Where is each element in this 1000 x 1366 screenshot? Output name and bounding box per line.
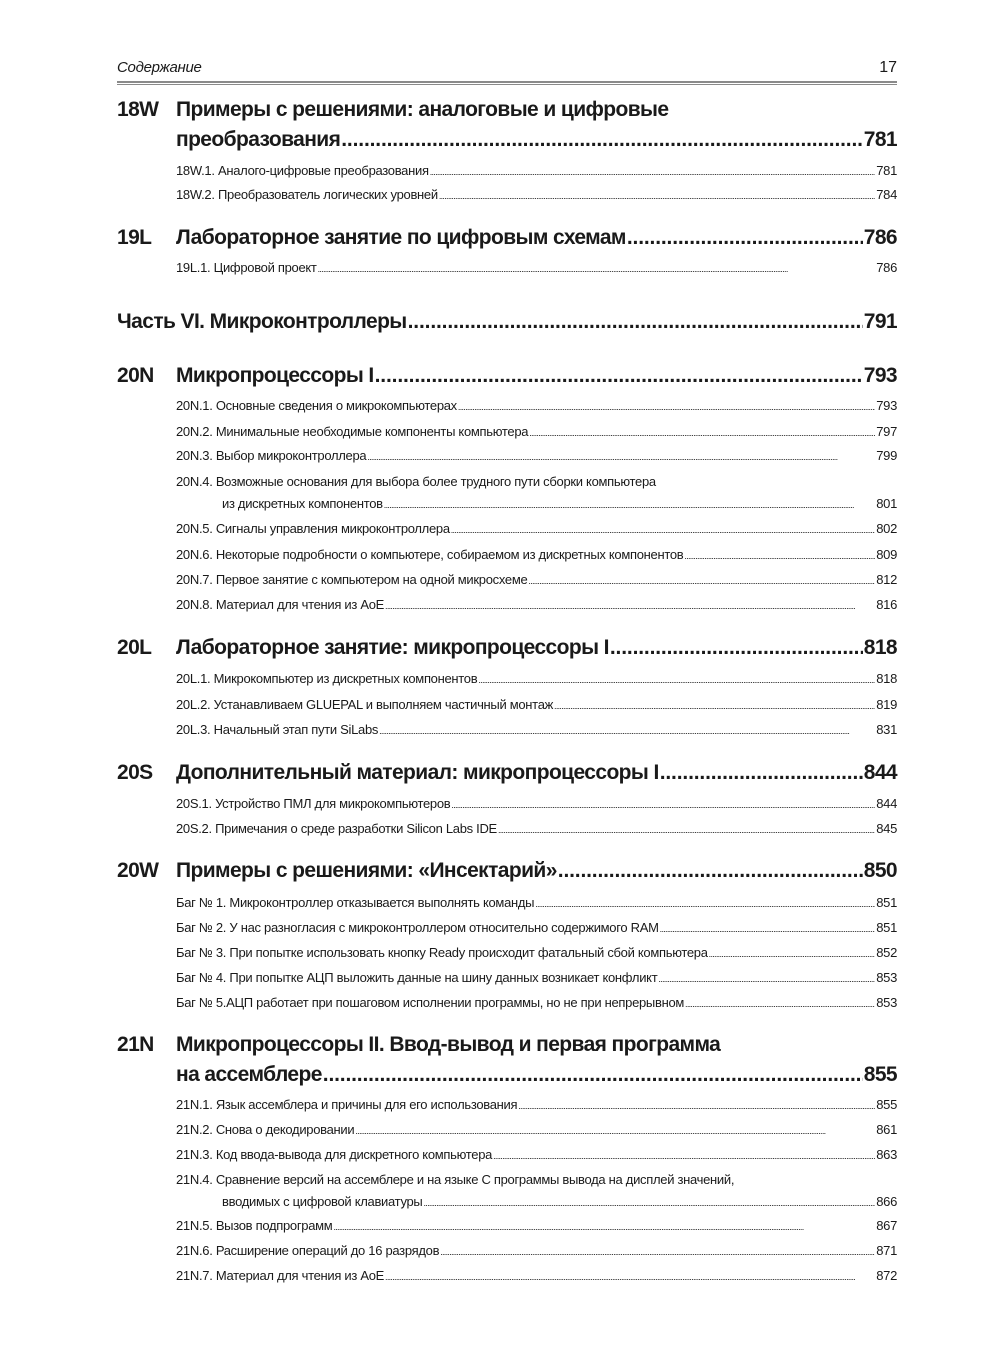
chapter-number: 20L [117, 636, 152, 659]
item-page: 831 [876, 722, 897, 737]
running-title: Содержание [117, 59, 202, 76]
item-page: 784 [876, 187, 897, 202]
chapter-number: 21N [117, 1033, 154, 1056]
dot-leader [518, 1101, 875, 1111]
dot-leader [451, 525, 875, 535]
page-number: 17 [879, 59, 897, 76]
chapter-title: Лабораторное занятие: микропроцессоры I [176, 636, 609, 659]
item-label: 20N.8. Материал для чтения из AoE [176, 597, 385, 612]
dot-leader [528, 576, 875, 586]
item-page: 852 [876, 945, 897, 960]
item-label: 18W.1. Аналого-цифровые преобразования [176, 163, 429, 178]
chapter-number: 20S [117, 761, 153, 784]
dot-leader [709, 949, 876, 959]
dot-leader [554, 701, 875, 711]
dot-leader [458, 402, 875, 412]
chapter-title: Микропроцессоры II. Ввод-вывод и первая программа [176, 1033, 721, 1056]
dot-leader [440, 1247, 875, 1257]
dot-leader [355, 1126, 875, 1136]
part-page: 791 [863, 310, 897, 333]
chapter-page: 855 [863, 1063, 897, 1086]
item-page: 863 [876, 1147, 897, 1162]
item-label: 20N.3. Выбор микроконтроллера [176, 448, 367, 463]
chapter-number: 20N [117, 364, 154, 387]
dot-leader [408, 310, 863, 334]
dot-leader [685, 999, 875, 1009]
dot-leader [493, 1151, 875, 1161]
dot-leader [367, 452, 875, 462]
item-page: 866 [876, 1194, 897, 1209]
item-label: 21N.6. Расширение операций до 16 разрядов [176, 1243, 440, 1258]
chapter-title: Примеры с решениями: аналоговые и цифровые [176, 98, 669, 121]
item-label: 19L.1. Цифровой проект [176, 260, 317, 275]
chapter-page: 850 [863, 859, 897, 882]
dot-leader [658, 974, 875, 984]
chapter-page: 786 [863, 226, 897, 249]
chapter-title: Микропроцессоры I [176, 364, 374, 387]
item-page: 845 [876, 821, 897, 836]
item-page: 797 [876, 424, 897, 439]
item-label: 21N.5. Вызов подпрограмм [176, 1218, 333, 1233]
item-page: 867 [876, 1218, 897, 1233]
dot-leader [379, 726, 875, 736]
dot-leader [451, 800, 875, 810]
item-label: Баг № 3. При попытке использовать кнопку Ready происходит фатальный сбой компьютера [176, 945, 708, 960]
dot-leader [529, 428, 875, 438]
dot-leader [341, 128, 862, 152]
item-label-cont: из дискретных компонентов [222, 496, 383, 511]
chapter-page: 844 [863, 761, 897, 784]
item-page: 786 [876, 260, 897, 275]
dot-leader [375, 364, 863, 388]
dot-leader [385, 1272, 875, 1282]
item-label: Баг № 2. У нас разногласия с микроконтроллером относительно содержимого RAM [176, 920, 659, 935]
item-page: 818 [876, 671, 897, 686]
item-label: 20S.2. Примечания о среде разработки Silicon Labs IDE [176, 821, 497, 836]
dot-leader [498, 825, 875, 835]
item-page: 872 [876, 1268, 897, 1283]
item-label: Баг № 1. Микроконтроллер отказывается выполнять команды [176, 895, 535, 910]
item-label-cont: вводимых с цифровой клавиатуры [222, 1194, 423, 1209]
item-page: 855 [876, 1097, 897, 1112]
item-label: 21N.7. Материал для чтения из AoE [176, 1268, 385, 1283]
chapter-number: 19L [117, 226, 152, 249]
item-label: Баг № 5.АЦП работает при пошаговом исполнении программы, но не при непрерывном [176, 995, 685, 1010]
chapter-page: 793 [863, 364, 897, 387]
chapter-page: 781 [863, 128, 897, 151]
chapter-title: Примеры с решениями: «Инсектарий» [176, 859, 557, 882]
running-head [117, 59, 897, 79]
item-label: 21N.3. Код ввода-вывода для дискретного компьютера [176, 1147, 493, 1162]
chapter-page: 818 [863, 636, 897, 659]
item-page: 793 [876, 398, 897, 413]
item-label: 20N.1. Основные сведения о микрокомпьютерах [176, 398, 457, 413]
item-page: 853 [876, 995, 897, 1010]
item-label: 20L.1. Микрокомпьютер из дискретных компонентов [176, 671, 478, 686]
chapter-title-cont: преобразования [176, 128, 341, 151]
item-page: 871 [876, 1243, 897, 1258]
header-rule-thin [117, 84, 897, 85]
item-label: 20L.3. Начальный этап пути SiLabs [176, 722, 379, 737]
dot-leader [684, 551, 875, 561]
header-rule-thick [117, 81, 897, 83]
chapter-title: Дополнительный материал: микропроцессоры I [176, 761, 659, 784]
part-title: Часть VI. Микроконтроллеры [117, 310, 407, 333]
item-label: 20S.1. Устройство ПМЛ для микрокомпьютеров [176, 796, 451, 811]
dot-leader [423, 1198, 875, 1208]
item-page: 812 [876, 572, 897, 587]
item-page: 819 [876, 697, 897, 712]
item-label: 20N.5. Сигналы управления микроконтроллера [176, 521, 450, 536]
item-page: 861 [876, 1122, 897, 1137]
dot-leader [318, 264, 876, 274]
item-label: 21N.4. Сравнение версий на ассемблере и на языке C программы вывода на дисплей значений, [176, 1172, 735, 1187]
item-label: Баг № 4. При попытке АЦП выложить данные на шину данных возникает конфликт [176, 970, 658, 985]
item-page: 809 [876, 547, 897, 562]
item-label: 18W.2. Преобразователь логических уровней [176, 187, 438, 202]
chapter-title-cont: на ассемблере [176, 1063, 322, 1086]
item-page: 851 [876, 920, 897, 935]
dot-leader [478, 675, 875, 685]
header-rule [117, 81, 897, 86]
item-page: 816 [876, 597, 897, 612]
dot-leader [333, 1222, 875, 1232]
dot-leader [558, 859, 863, 883]
dot-leader [430, 167, 876, 177]
item-label: 20N.6. Некоторые подробности о компьютере, собираемом из дискретных компонентов [176, 547, 684, 562]
item-page: 853 [876, 970, 897, 985]
item-label: 20N.7. Первое занятие с компьютером на одной микросхеме [176, 572, 528, 587]
chapter-title: Лабораторное занятие по цифровым схемам [176, 226, 626, 249]
dot-leader [535, 899, 875, 909]
item-label: 20L.2. Устанавливаем GLUEPAL и выполняем частичный монтаж [176, 697, 554, 712]
item-page: 801 [876, 496, 897, 511]
item-page: 802 [876, 521, 897, 536]
item-label: 20N.4. Возможные основания для выбора более трудного пути сборки компьютера [176, 474, 656, 489]
chapter-number: 20W [117, 859, 159, 882]
dot-leader [660, 924, 876, 934]
dot-leader [384, 500, 875, 510]
item-label: 21N.1. Язык ассемблера и причины для его использования [176, 1097, 518, 1112]
item-page: 781 [876, 163, 897, 178]
item-page: 851 [876, 895, 897, 910]
chapter-number: 18W [117, 98, 159, 121]
dot-leader [439, 191, 875, 201]
item-page: 844 [876, 796, 897, 811]
item-page: 799 [876, 448, 897, 463]
dot-leader [660, 761, 863, 785]
dot-leader [610, 636, 863, 660]
dot-leader [323, 1063, 863, 1087]
item-label: 21N.2. Снова о декодировании [176, 1122, 355, 1137]
item-label: 20N.2. Минимальные необходимые компоненты компьютера [176, 424, 529, 439]
dot-leader [385, 601, 875, 611]
dot-leader [627, 226, 863, 250]
